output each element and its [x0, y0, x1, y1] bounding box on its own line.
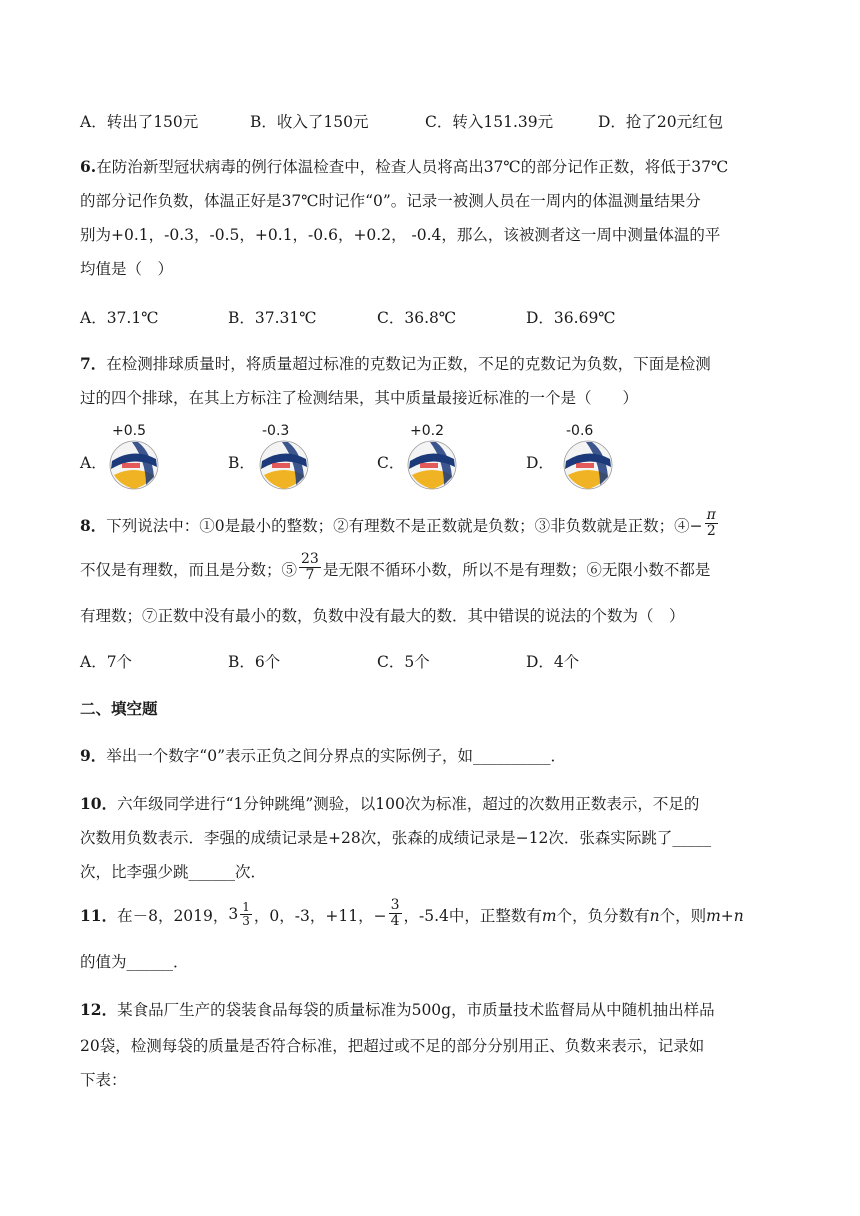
q8-line-3: 有理数；⑦正数中没有最小的数，负数中没有最大的数．其中错误的说法的个数为（ ） [80, 607, 685, 625]
q6-number: 6. [80, 157, 97, 176]
q12-line-3: 下表： [80, 1071, 127, 1089]
q6-option-c: C．36.8℃ [377, 309, 457, 327]
q7-option-d-letter: D． [526, 454, 554, 472]
volleyball-icon [406, 439, 458, 491]
q6-line-2: 的部分记作负数，体温正好是37℃时记作“0”。记录一被测人员在一周内的体温测量结果分 [80, 192, 701, 210]
q5-option-a: A．转出了150元 [80, 113, 199, 131]
q8-pi-fraction: $\frac{\pi}{2}$ [706, 507, 716, 539]
volleyball-icon [258, 439, 310, 491]
q8-line-2a: 不仅是有理数，而且是分数；⑤ [80, 561, 298, 580]
question-9 [80, 744, 566, 766]
q8-number: 8． [80, 516, 107, 536]
q11-line-2: 的值为______． [80, 953, 189, 971]
q6-line-4: 均值是（ ） [80, 260, 174, 278]
q8-option-a: A．7个 [80, 653, 133, 671]
q5-option-b: B．收入了150元 [250, 113, 369, 131]
q7-option-a-ball [102, 423, 172, 489]
q7-option-d-value: -0.6 [566, 423, 594, 439]
q7-line-1: 在检测排球质量时，将质量超过标准的克数记为正数，不足的克数记为负数，下面是检测 [106, 355, 711, 373]
q7-option-c-letter: C． [377, 454, 405, 472]
q7-option-b-value: -0.3 [262, 423, 290, 439]
q6-line-1: 在防治新型冠状病毒的例行体温检查中，检查人员将高出37℃的部分记作正数，将低于37℃ [96, 158, 729, 176]
q5-option-c: C．转入151.39元 [425, 113, 554, 131]
q10-line-1: 六年级同学进行“1分钟跳绳”测验，以100次为标准，超过的次数用正数表示，不足的 [117, 795, 700, 813]
q7-option-c-ball [400, 423, 470, 489]
q7-option-a-letter: A． [80, 454, 107, 472]
q10-line-2: 次数用负数表示．李强的成绩记录是+28次，张森的成绩记录是−12次．张森实际跳了_____ [80, 829, 712, 847]
q6-line-3: 别为+0.1，-0.3，-0.5，+0.1，-0.6，+0.2， -0.4，那么，该被测者这一周中测量体温的平 [80, 226, 721, 244]
q7-option-c-value: +0.2 [410, 423, 444, 439]
q8-option-c: C．5个 [377, 653, 430, 671]
q7-number: 7． [80, 354, 107, 373]
q8-option-d: D．4个 [526, 653, 580, 671]
q6-option-b: B．37.31℃ [228, 309, 317, 327]
q11-number: 11． [80, 906, 118, 926]
q7-option-a-value: +0.5 [112, 423, 146, 439]
q6-option-a: A．37.1℃ [80, 309, 159, 327]
q10-line-3: 次，比李强少跳______次． [80, 863, 267, 881]
q8-line-1: 下列说法中：①0是最小的整数；②有理数不是正数就是负数；③非负数就是正数；④ [106, 517, 690, 536]
q5-option-d: D．抢了20元红包 [598, 113, 724, 131]
q7-line-2: 过的四个排球，在其上方标注了检测结果，其中质量最接近标准的一个是（ ） [80, 389, 639, 407]
volleyball-icon [562, 439, 614, 491]
q8-option-b: B．6个 [228, 653, 281, 671]
q8-fraction-23-7: $\frac{23}{7}$ [301, 551, 319, 583]
q11-negative-fraction: $\frac{3}{4}$ [390, 897, 400, 929]
q12-number: 12． [80, 1000, 118, 1019]
q12-line-2: 20袋，检测每袋的质量是否符合标准，把超过或不足的部分分别用正、负数来表示，记录如 [80, 1037, 705, 1055]
q10-number: 10． [80, 794, 118, 813]
q11-mixed-number: 3 $\frac{1}{3}$ [228, 900, 250, 928]
q6-option-d: D．36.69℃ [526, 309, 616, 327]
q9-number: 9． [80, 746, 107, 765]
q8-line-2b: 是无限不循环小数，所以不是有理数；⑥无限小数不都是 [322, 561, 711, 580]
section-2-heading: 二、填空题 [80, 699, 158, 718]
volleyball-icon [108, 439, 160, 491]
q12-line-1: 某食品厂生产的袋装食品每袋的质量标准为500g，市质量技术监督局从中随机抽出样品 [117, 1001, 715, 1019]
q7-option-b-letter: B． [228, 454, 255, 472]
q9-text: 举出一个数字“0”表示正负之间分界点的实际例子，如__________． [106, 747, 567, 765]
q7-option-b-ball [252, 423, 322, 489]
q7-option-d-ball [556, 423, 626, 489]
